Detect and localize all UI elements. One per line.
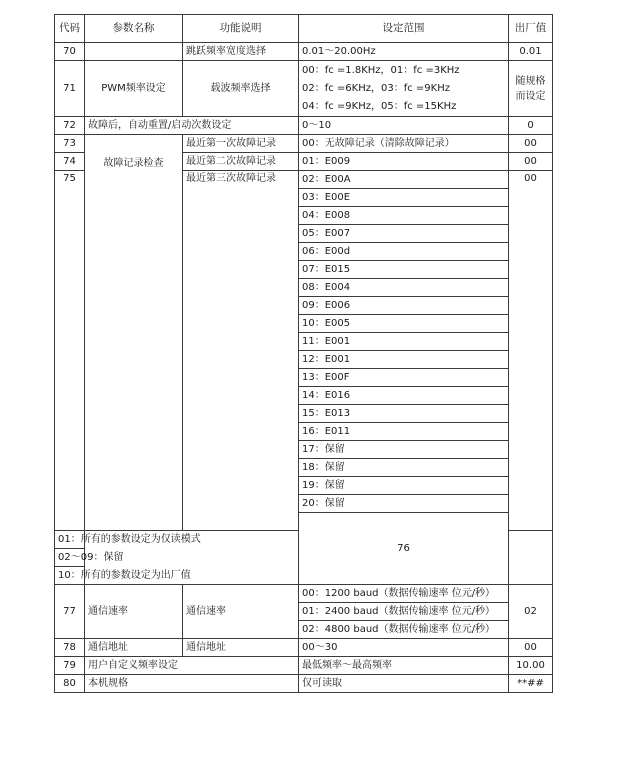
cell-default: 00 <box>509 135 553 153</box>
cell-range: 00：1200 baud（数据传输速率 位元/秒） <box>299 585 509 603</box>
cell-name: 用户自定义频率设定 <box>85 657 299 675</box>
cell-range: 12：E001 <box>299 351 509 369</box>
cell-range: 16：E011 <box>299 423 509 441</box>
cell-range: 0.01～20.00Hz <box>299 43 509 61</box>
cell-range: 17：保留 <box>299 441 509 459</box>
cell-default: 00 <box>509 171 553 531</box>
table-row <box>55 61 553 117</box>
cell-range: 11：E001 <box>299 333 509 351</box>
cell-range: 14：E016 <box>299 387 509 405</box>
cell-default: **## <box>509 675 553 693</box>
cell-default: 00 <box>509 153 553 171</box>
cell-desc: 最近第一次故障记录 <box>183 135 299 153</box>
table-row <box>55 657 553 675</box>
cell-range: 09：E006 <box>299 297 509 315</box>
header-code: 代码 <box>55 15 85 43</box>
header-range: 设定范围 <box>299 15 509 43</box>
cell-range: 最低频率～最高频率 <box>299 657 509 675</box>
cell-code: 78 <box>55 639 85 657</box>
cell-range <box>299 61 509 117</box>
cell-range: 07：E015 <box>299 261 509 279</box>
cell-code: 80 <box>55 675 85 693</box>
header-default: 出厂值 <box>509 15 553 43</box>
range-line: 02：fc =6KHz，03：fc =9KHz <box>302 82 450 94</box>
cell-desc: 最近第二次故障记录 <box>183 153 299 171</box>
cell-range: 01：所有的参数设定为仅读模式 <box>55 531 85 549</box>
range-line: 04：fc =9KHz，05：fc =15KHz <box>302 100 457 112</box>
cell-code: 71 <box>55 61 85 117</box>
cell-code: 72 <box>55 117 85 135</box>
cell-range: 20：保留 <box>299 495 509 513</box>
cell-default: 00 <box>509 639 553 657</box>
cell-code: 79 <box>55 657 85 675</box>
header-name: 参数名称 <box>85 15 183 43</box>
cell-range: 01：E009 <box>299 153 509 171</box>
table-row <box>55 639 553 657</box>
cell-default: 0.01 <box>509 43 553 61</box>
cell-name: 通信地址 <box>85 639 183 657</box>
cell-code: 76 <box>299 513 509 585</box>
cell-default: 10.00 <box>509 657 553 675</box>
cell-range: 仅可读取 <box>299 675 509 693</box>
cell-range: 19：保留 <box>299 477 509 495</box>
cell-name: 故障后，自动重置/启动次数设定 <box>85 117 299 135</box>
cell-range: 10：E005 <box>299 315 509 333</box>
cell-name: 本机规格 <box>85 675 299 693</box>
cell-desc: 通信速率 <box>183 585 299 639</box>
cell-desc: 通信地址 <box>183 639 299 657</box>
cell-range: 00：无故障记录（清除故障记录） <box>299 135 509 153</box>
cell-default: 0 <box>509 117 553 135</box>
cell-range: 04：E008 <box>299 207 509 225</box>
cell-code: 70 <box>55 43 85 61</box>
table-row <box>55 43 553 61</box>
cell-range: 18：保留 <box>299 459 509 477</box>
cell-desc: 最近第三次故障记录 <box>183 171 299 531</box>
cell-name: PWM频率设定 <box>85 61 183 117</box>
table-row <box>55 135 553 153</box>
cell-default: 02 <box>509 585 553 639</box>
cell-code: 75 <box>55 171 85 531</box>
cell-range: 05：E007 <box>299 225 509 243</box>
cell-range: 0～10 <box>299 117 509 135</box>
cell-range: 02～09：保留 <box>55 549 85 567</box>
cell-range: 10：所有的参数设定为出厂值 <box>55 567 85 585</box>
cell-desc: 跳跃频率宽度选择 <box>183 43 299 61</box>
table-row <box>55 585 553 603</box>
cell-name: 通信速率 <box>85 585 183 639</box>
cell-code: 73 <box>55 135 85 153</box>
parameter-table <box>54 14 553 693</box>
cell-desc: 载波频率选择 <box>183 61 299 117</box>
range-line: 00：fc =1.8KHz，01：fc =3KHz <box>302 64 460 76</box>
cell-range: 13：E00F <box>299 369 509 387</box>
cell-range: 03：E00E <box>299 189 509 207</box>
table-row <box>55 117 553 135</box>
header-desc: 功能说明 <box>183 15 299 43</box>
cell-range: 02：E00A <box>299 171 509 189</box>
header-row <box>55 15 553 43</box>
cell-name <box>85 43 183 61</box>
cell-range: 15：E013 <box>299 405 509 423</box>
fault-group-name: 故障记录检查 <box>85 135 183 531</box>
cell-range: 00～30 <box>299 639 509 657</box>
cell-range: 06：E00d <box>299 243 509 261</box>
cell-code: 77 <box>55 585 85 639</box>
cell-range: 02：4800 baud（数据传输速率 位元/秒） <box>299 621 509 639</box>
cell-range: 08：E004 <box>299 279 509 297</box>
cell-default: 随规格而设定 <box>509 61 553 117</box>
cell-range: 01：2400 baud（数据传输速率 位元/秒） <box>299 603 509 621</box>
table-row <box>55 675 553 693</box>
cell-code: 74 <box>55 153 85 171</box>
